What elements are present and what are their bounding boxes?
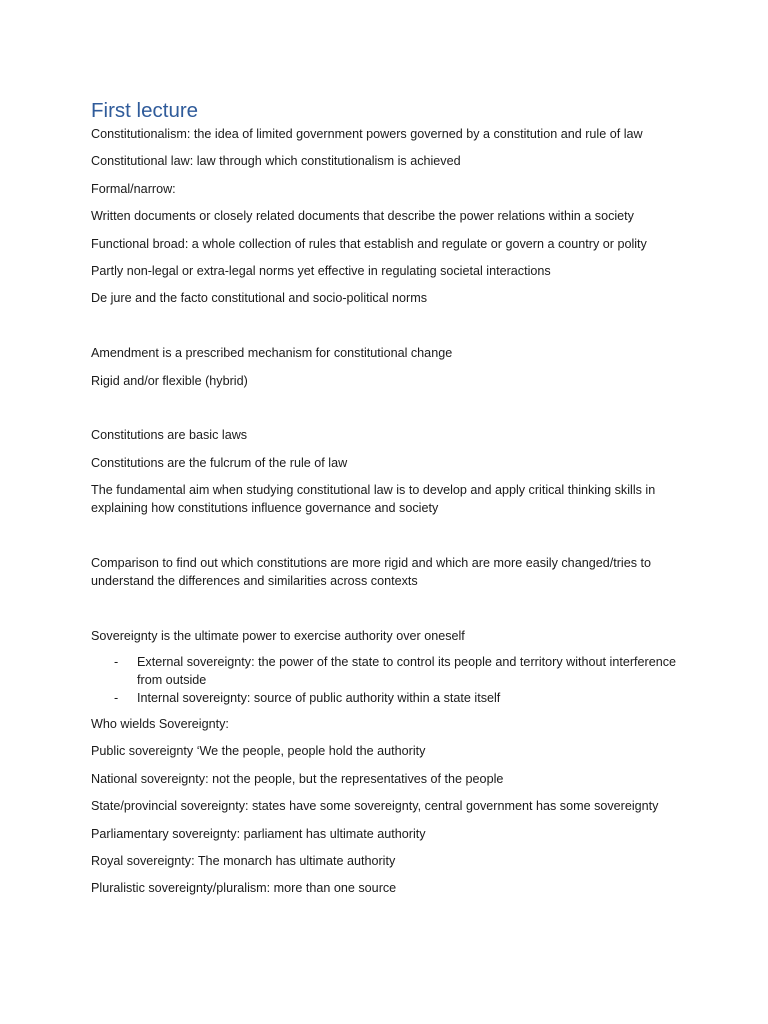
document-title: First lecture [91,99,199,122]
paragraph-rigid-flexible: Rigid and/or flexible (hybrid) [91,373,248,388]
paragraph-amendment: Amendment is a prescribed mechanism for constitutional change [91,346,453,361]
paragraph-written-documents: Written documents or closely related documents that describe the power relations within a society [91,209,634,224]
paragraph-parliamentary-sovereignty: Parliamentary sovereignty: parliament has ultimate authority [91,826,426,841]
paragraph-fulcrum: Constitutions are the fulcrum of the rule of law [91,455,348,470]
paragraph-who-wields: Who wields Sovereignty: [91,717,229,732]
paragraph-national-sovereignty: National sovereignty: not the people, but the representatives of the people [91,771,504,786]
blank-line [91,399,683,426]
paragraph-royal-sovereignty: Royal sovereignty: The monarch has ultimate authority [91,853,396,868]
bullet-dash: - [114,691,119,706]
paragraph-fundamental-aim: The fundamental aim when studying constitutional law is to develop and apply critical thinking skills in explaining how constitutions influence governance and society [91,483,656,516]
paragraph-basic-laws: Constitutions are basic laws [91,428,248,443]
bullet-dash: - [114,655,119,670]
paragraph-comparison: Comparison to find out which constitutions are more rigid and which are more easily changed/tries to understand the differences and similarities across contexts [91,555,652,588]
paragraph-state-sovereignty: State/provincial sovereignty: states have some sovereignty, central government has some sovereignty [91,799,659,814]
document-body [91,97,683,907]
blank-line [91,526,683,553]
bullet-text-internal: Internal sovereignty: source of public authority within a state itself [137,691,501,706]
paragraph-pluralistic-sovereignty: Pluralistic sovereignty/pluralism: more than one source [91,881,397,896]
paragraph-constitutional-law: Constitutional law: law through which constitutionalism is achieved [91,154,461,169]
paragraph-constitutionalism: Constitutionalism: the idea of limited government powers governed by a constitution and rule of law [91,127,643,141]
paragraph-functional-broad: Functional broad: a whole collection of rules that establish and regulate or govern a country or polity [91,236,647,251]
paragraph-de-jure: De jure and the facto constitutional and socio-political norms [91,291,428,306]
paragraph-non-legal-norms: Partly non-legal or extra-legal norms yet effective in regulating societal interactions [91,263,551,278]
sovereignty-bullet-list [91,653,683,707]
bullet-text-external: External sovereignty: the power of the state to control its people and territory without interference from outside [137,655,677,688]
list-item [91,689,683,707]
paragraph-sovereignty: Sovereignty is the ultimate power to exercise authority over oneself [91,628,465,643]
paragraph-formal-narrow: Formal/narrow: [91,181,176,196]
list-item [91,653,683,689]
blank-line [91,317,683,344]
paragraph-public-sovereignty: Public sovereignty ‘We the people, people hold the authority [91,744,426,759]
blank-line [91,599,683,626]
